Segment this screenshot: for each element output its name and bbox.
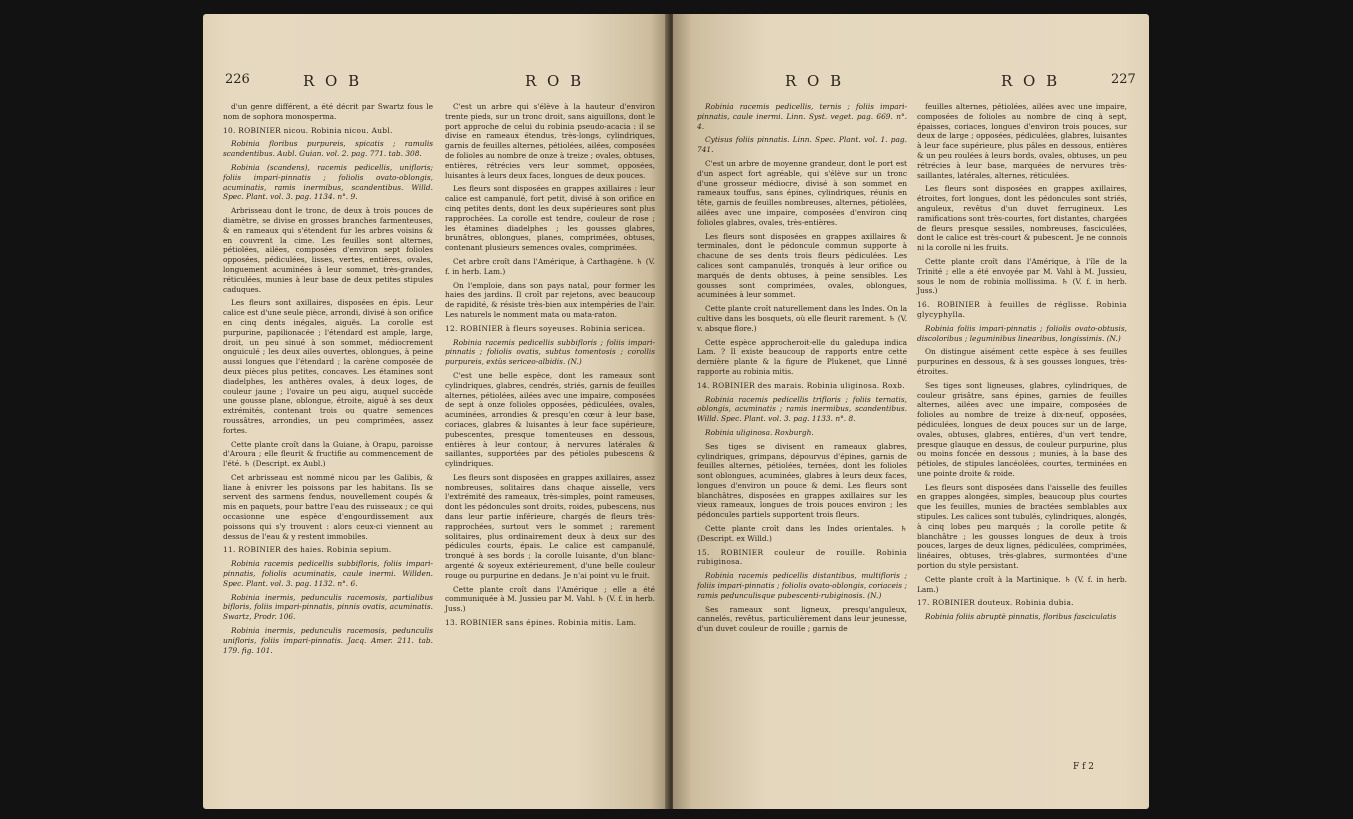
text-paragraph: Robinia (scandens), racemis pedicellis, unifloris; foliis impari-pinnatis ; foliolis ovato-oblongis, acuminatis, ramis inermibus, scandentibus. Willd. Spec. Plant. vol. 3. pag. 1134. n°. 9. [223,162,433,202]
text-paragraph: Les fleurs sont disposées dans l'aisselle des feuilles en grappes alongées, simples, beaucoup plus courtes que les feuilles, munies de bractées semblables aux stipules. Les calices sont tubulés, cylindriques, alongés, à cinq lobes peu marqués ; la corolle petite & blanchâtre ; les gousses longues de deux à trois pouces, larges de deux lignes, pédiculées, comprimées, linéaires, obtuses, très-glabres, surmontées d'une portion du style persistant. [917,482,1127,571]
text-paragraph: Cette plante croît dans la Guiane, à Orapu, paroisse d'Aroura ; elle fleurit & fructifie au commencement de l'été. ♄ (Descript. ex Aubl.) [223,439,433,469]
text-paragraph: Les fleurs sont disposées en grappes axillaires & terminales, dont le pédoncule commun supporte à chacune de ses dents trois fleurs pédiculées. Les calices sont campanulés, tronqués à leur orifice ou marqués de dents obtuses, à peine sensibles. Les gousses sont comprimées, ovales, oblongues, acuminées à leur sommet. [697,231,907,300]
text-paragraph: Arbrisseau dont le tronc, de deux à trois pouces de diamètre, se divise en grosses branches farmenteuses, & en rameaux qui s'étendent fur les arbres voisins & en couvrent la cime. Les feuilles sont alternes, pétiolées, ailées, composées d'environ sept folioles opposées, pédiculées, lisses, vertes, entières, ovales, longuement acuminées à leur sommet, très-grandes, réticulées, munies à leur base de deux petites stipules caduques. [223,206,433,294]
text-paragraph: Cytisus foliis pinnatis. Linn. Spec. Plant. vol. 1. pag. 741. [697,135,907,155]
left-page-column-2 [445,102,655,632]
text-paragraph: Ses rameaux sont ligneux, presqu'anguleux, cannelés, revêtus, particulièrement dans leur jeunesse, d'un duvet couleur de rouille ; garnis de [697,604,907,634]
text-paragraph: Robinia floribus purpureis, spicatis ; ramulis scandentibus. Aubl. Guian. vol. 2. pag. 771. tab. 308. [223,139,433,159]
text-paragraph: feuilles alternes, pétiolées, ailées avec une impaire, composées de folioles au nombre de cinq à sept, épaisses, coriaces, longues d'environ trois pouces, sur deux de large ; opposées, pédiculées, glabres, luisantes à leur face supérieure, plus pâles en dessous, entières & un peu roulées à leurs bords, ovales, obtuses, un peu rétrécies à leur base, marquées de nervures très-saillantes, latérales, alternes, réticulées. [917,102,1127,180]
text-paragraph: 17. ROBINIER douteux. Robinia dubia. [917,598,1074,608]
running-head: R O B [1001,72,1061,90]
left-page-column-1 [223,102,433,659]
page-number-right: 227 [1111,72,1136,87]
text-paragraph: d'un genre différent, a été décrit par Swartz fous le nom de sophora monosperma. [223,102,433,121]
text-paragraph: C'est une belle espèce, dont les rameaux sont cylindriques, glabres, cendrés, striés, garnis de feuilles alternes, pétiolées, ailées avec une impaire, composées de sept à onze folioles opposées, pédiculées, ovales, acuminées, arrondies & presqu'en cœur à leur base, coriaces, glabres & luisantes à leur face supérieure, pubescentes, presque tomenteuses en dessous, entières à leur contour, à nervures latérales & saillantes, supportées par des pétioles pubescens & cylindriques. [445,370,655,469]
text-paragraph: On distingue aisément cette espèce à ses feuilles purpurines en dessous, & à ses gousses longues, très-étroites. [917,347,1127,376]
text-paragraph: Cette plante croît dans les Indes orientales. ♄ (Descript. ex Willd.) [697,524,907,543]
running-head: R O B [525,72,585,90]
text-paragraph: Robinia uliginosa. Roxburgh. [705,427,814,437]
text-paragraph: Les fleurs sont disposées en grappes axillaires, étroites, fort longues, dont les pédoncules sont striés, anguleux, revêtus d'un duvet ferrugineux. Les ramifications sont très-courtes, fort distantes, chargées de fleurs presque sessiles, nombreuses, fasciculées, dont le calice est très-court & pubescent. Je ne connois ni la corolle ni les fruits. [917,184,1127,253]
text-paragraph: C'est un arbre de moyenne grandeur, dont le port est d'un aspect fort agréable, qui s'élève sur un tronc d'une grosseur médiocre, divisé à son sommet en rameaux touffus, sans épines, cylindriques, réunis en tête, garnis de feuilles nombreuses, alternes, pétiolées, ailées avec une impaire, composées d'environ cinq folioles glabres, ovales, très-entières. [697,158,907,227]
open-book [203,14,1149,809]
left-page [203,14,669,809]
text-paragraph: Cette plante croît dans l'Amérique ; elle a été communiquée à M. Jussieu par M. Vahl. ♄ (V. f. in herb. Juss.) [445,584,655,614]
text-paragraph: Les fleurs sont axillaires, disposées en épis. Leur calice est d'une seule pièce, arrondi, divisé à son orifice en cinq dents inégales, aiguës. La corolle est purpurine, papilionacée ; l'étendard est ample, large, droit, un peu sinué à son sommet, médiocrement onguiculé ; les deux ailes ouvertes, oblongues, à peine aussi longues que l'étendard ; la carène composée de deux pièces plus petites, concaves. Les étamines sont diadelphes, les anthères ovales, à deux loges, de couleur jaune ; l'ovaire un peu aigu, auquel succède une gousse plane, oblongue, étroite, aiguë à ses deux extrémités, contenant trois ou quatre semences roussâtres, arrondies, un peu comprimées, assez fortes. [223,298,433,435]
running-head: R O B [785,72,845,90]
text-paragraph: Cette plante croît naturellement dans les Indes. On la cultive dans les bosquets, où elle fleurit rarement. ♄ (V. v. absque flore.) [697,304,907,333]
text-paragraph: 11. ROBINIER des haies. Robinia sepium. [223,545,392,555]
text-paragraph: Robinia racemis pedicellis, ternis ; foliis impari-pinnatis, caule inermi. Linn. Syst. veget. pag. 669. n°. 4. [697,102,907,131]
text-paragraph: Cette plante croît à la Martinique. ♄ (V. f. in herb. Lam.) [917,574,1127,594]
text-paragraph: Robinia racemis pedicellis distantibus, multifloris ; foliis impari-pinnatis ; foliolis ovato-oblongis, coriaceis ; ramis pedunculisque pubescenti-rubiginosis. (N.) [697,571,907,600]
text-paragraph: Les fleurs sont disposées en grappes axillaires : leur calice est campanulé, fort petit, divisé à son orifice en cinq petites dents, dont les deux supérieures sont plus rapprochées. La corolle est tendre, couleur de rose ; les étamines diadelphes ; les gousses glabres, brunâtres, oblongues, planes, comprimées, obtuses, contenant plusieurs semences ovales, comprimées. [445,184,655,253]
text-paragraph: C'est un arbre qui s'élève à la hauteur d'environ trente pieds, sur un tronc droit, sans aiguillons, dont le port approche de celui du robinia pseudo-acacia : il se divise en rameaux étendus, très-longs, cylindriques, garnis de feuilles alternes, pétiolées, ailées, composées de folioles au nombre de onze à treize ; ovales, obtuses, entières, rétrécies vers leur sommet, opposées, luisantes à leurs deux faces, longues de deux pouces. [445,102,655,180]
text-paragraph: Cet arbre croît dans l'Amérique, à Carthagène. ♄ (V. f. in herb. Lam.) [445,256,655,276]
running-head: R O B [303,72,363,90]
text-paragraph: Ses tiges sont ligneuses, glabres, cylindriques, de couleur grisâtre, sans épines, garnies de feuilles alternes, ailées avec une impaire, composées de folioles au nombre de treize à dix-neuf, opposées, pédiculées, longues de deux pouces sur un de large, ovales, obtuses, glabres, entières, d'un vert tendre, presque glauque en dessus, de couleur purpurine, plus ou moins foncée en dessous ; munies, à la base des pétioles, de stipules lancéolées, courtes, terminées en une pointe droite & roide. [917,380,1127,478]
text-paragraph: Robinia inermis, pedunculis racemosis, partialibus bifloris, foliis impari-pinnatis, pinnis ovatis, acuminatis. Swartz, Prodr. 106. [223,592,433,622]
text-paragraph: Ses tiges se divisent en rameaux glabres, cylindriques, grimpans, dépourvus d'épines, garnis de feuilles alternes, pétiolées, ternées, dont les folioles sont oblongues, acuminées, glabres à leurs deux faces, longues d'environ un pouce & demi. Les fleurs sont blanchâtres, disposées en grappes axillaires sur les vieux rameaux, longues de trois pouces environ ; les pédoncules partiels supportent trois fleurs. [697,441,907,520]
page-number-left: 226 [225,72,250,87]
right-page-column-1 [697,102,907,638]
text-paragraph: 14. ROBINIER des marais. Robinia uliginosa. Roxb. [697,380,905,390]
text-paragraph: Cet arbrisseau est nommé nicou par les Galibis, & liane à enivrer les poissons par les habitans. Ils se servent des sarmens fendus, nouvellement coupés & mis en paquets, pour battre l'eau des ruisseaux ; ce qui occasionne une espèce d'engourdissement aux poissons qui s'y trouvent : alors ceux-ci viennent au dessus de l'eau & y restent immobiles. [223,472,433,541]
right-page-column-2 [917,102,1127,626]
right-page [673,14,1149,809]
text-paragraph: Les fleurs sont disposées en grappes axillaires, assez nombreuses, solitaires dans chaque aisselle, vers l'extrémité des rameaux, très-simples, point rameuses, dont les pédoncules sont droits, roides, pubescens, nus dans leur partie inférieure, chargés de fleurs très-rapprochées, surtout vers le sommet ; rarement solitaires, plus ordinairement deux à deux sur des pédicules courts, épais. Le calice est campanulé, tronqué à ses bords ; la corolle luisante, d'un blanc-argenté & soyeux extérieurement, d'une belle couleur rouge ou purpurine en dedans. Je n'ai point vu le fruit. [445,472,655,580]
text-paragraph: Robinia racemis pedicellis subbifloris ; foliis impari-pinnatis ; foliolis ovatis, subtus tomentosis ; corollis purpureis, extùs sericeo-albidis. (N.) [445,337,655,367]
text-paragraph: On l'emploie, dans son pays natal, pour former les haies des jardins. Il croît par rejetons, avec beaucoup de rapidité, & résiste très-bien aux intempéries de l'air. Les naturels le nomment mata ou mata-raton. [445,280,655,319]
text-paragraph: Robinia foliis impari-pinnatis ; foliolis ovato-obtusis, discoloribus ; leguminibus linearibus, longissimis. (N.) [917,323,1127,343]
text-paragraph: 10. ROBINIER nicou. Robinia nicou. Aubl. [223,125,393,135]
text-paragraph: Robinia inermis, pedunculis racemosis, pedunculis unifloris, foliis impari-pinnatis. Jacq. Amer. 211. tab. 179. fig. 101. [223,626,433,655]
text-paragraph: Robinia foliis abruptè pinnatis, floribus fasciculatis [925,612,1117,622]
text-paragraph: 13. ROBINIER sans épines. Robinia mitis. Lam. [445,618,637,628]
left-page-header [203,72,669,92]
text-paragraph: 16. ROBINIER à feuilles de réglisse. Robinia glycyphylla. [917,300,1127,319]
text-paragraph: Cette plante croît dans l'Amérique, à l'île de la Trinité ; elle a été envoyée par M. Vahl à M. Jussieu, sous le nom de robinia mollissima. ♄ (V. f. in herb. Juss.) [917,256,1127,296]
right-page-header [673,72,1149,92]
text-paragraph: 15. ROBINIER couleur de rouille. Robinia rubiginosa. [697,547,907,567]
text-paragraph: Robinia racemis pedicellis trifloris ; foliis ternatis, oblongis, acuminatis ; ramis inermibus, scandentibus. Willd. Spec. Plant. vol. 3. pag. 1133. n°. 8. [697,394,907,424]
text-paragraph: 12. ROBINIER à fleurs soyeuses. Robinia sericea. [445,323,646,333]
text-paragraph: Robinia racemis pedicellis subbifloris, foliis impari-pinnatis, foliolis acuminatis, caule inermi. Willden. Spec. Plant. vol. 3. pag. 1132. n°. 6. [223,559,433,588]
text-paragraph: Cette espèce approcheroit-elle du galedupa indica Lam. ? Il existe beaucoup de rapports entre cette dernière plante & la figure de Plukenet, que Linné rapporte au robinia mitis. [697,337,907,376]
signature-mark: F f 2 [1073,762,1095,772]
